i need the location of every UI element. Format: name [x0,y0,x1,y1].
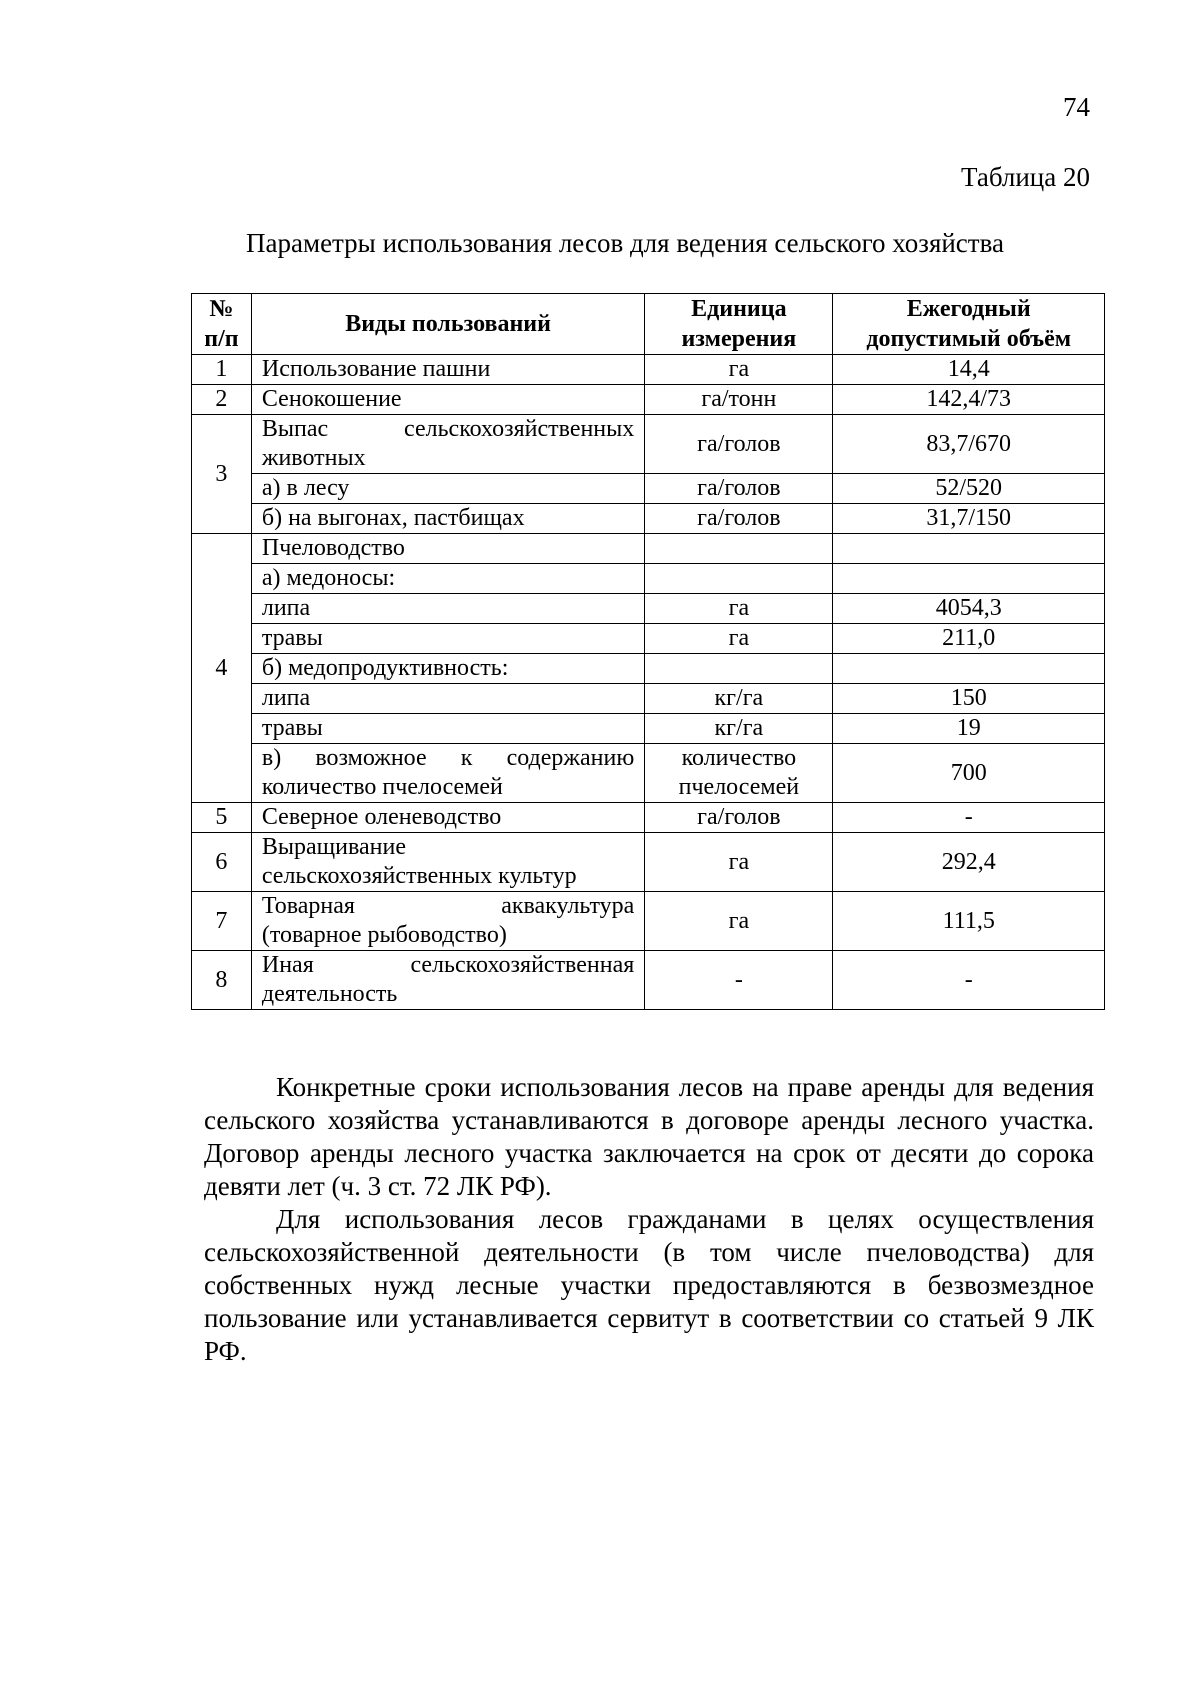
unit: га/голов [645,474,833,504]
table-row [192,355,1105,385]
table-row [192,803,1105,833]
table-row [192,534,1105,564]
usage-type: а) медоносы: [251,564,644,594]
table-row [192,744,1105,803]
volume: 19 [833,714,1105,744]
unit: - [645,951,833,1010]
unit: кг/га [645,714,833,744]
table-row [192,504,1105,534]
usage-type: б) на выгонах, пастбищах [251,504,644,534]
volume: 83,7/670 [833,415,1105,474]
usage-type: Сенокошение [251,385,644,415]
usage-type: а) в лесу [251,474,644,504]
usage-type: травы [251,624,644,654]
volume [833,654,1105,684]
table-row [192,654,1105,684]
volume: - [833,951,1105,1010]
header-unit: Единица измерения [645,294,833,355]
unit: га [645,892,833,951]
unit: га/голов [645,415,833,474]
volume: - [833,803,1105,833]
row-number: 4 [192,534,252,803]
page-number: 74 [1063,92,1090,122]
table-title: Параметры использования лесов для ведения сельского хозяйства [246,228,1004,258]
header-usage-type: Виды пользований [251,294,644,355]
row-number: 6 [192,833,252,892]
volume: 111,5 [833,892,1105,951]
row-number: 5 [192,803,252,833]
usage-type: Пчеловодство [251,534,644,564]
table-row [192,564,1105,594]
volume: 150 [833,684,1105,714]
table-row [192,714,1105,744]
row-number: 7 [192,892,252,951]
row-number: 1 [192,355,252,385]
parameters-table [191,293,1105,1010]
paragraph-citizen-use: Для использования лесов гражданами в целях осуществления сельскохозяйственной деятельности (в том числе пчеловодства) для собственных нужд лесные участки предоставляются в безвозмездное пользование или устанавливается сервитут в соответствии со статьей 9 ЛК РФ. [204,1204,1094,1366]
table-row [192,385,1105,415]
table-label: Таблица 20 [961,162,1090,192]
unit: га [645,624,833,654]
table-row [192,892,1105,951]
unit: количество пчелосемей [645,744,833,803]
table-row [192,624,1105,654]
header-annual-volume: Ежегодный допустимый объём [833,294,1105,355]
unit: кг/га [645,684,833,714]
volume: 700 [833,744,1105,803]
paragraph-lease-terms: Конкретные сроки использования лесов на праве аренды для ведения сельского хозяйства устанавливаются в договоре аренды лесного участка. Договор аренды лесного участка заключается на срок от десяти до сорока девяти лет (ч. 3 ст. 72 ЛК РФ). [204,1072,1094,1201]
usage-type: Выращивание сельскохозяйственных культур [251,833,644,892]
table-row [192,415,1105,474]
volume [833,534,1105,564]
unit: га/голов [645,504,833,534]
unit [645,534,833,564]
volume: 211,0 [833,624,1105,654]
table-header-row [192,294,1105,355]
usage-type: Использование пашни [251,355,644,385]
usage-type: в) возможное к содержанию количество пчелосемей [251,744,644,803]
table-row [192,684,1105,714]
header-number: № п/п [192,294,252,355]
volume: 31,7/150 [833,504,1105,534]
body-text [204,1071,1094,1368]
unit [645,654,833,684]
usage-type: Выпас сельскохозяйственных животных [251,415,644,474]
unit: га [645,594,833,624]
usage-type: травы [251,714,644,744]
volume: 52/520 [833,474,1105,504]
volume: 14,4 [833,355,1105,385]
row-number: 2 [192,385,252,415]
volume: 142,4/73 [833,385,1105,415]
unit: га/голов [645,803,833,833]
usage-type: липа [251,684,644,714]
table-row [192,594,1105,624]
usage-type: Иная сельскохозяйственная деятельность [251,951,644,1010]
table-row [192,951,1105,1010]
row-number: 3 [192,415,252,534]
table-row [192,833,1105,892]
volume [833,564,1105,594]
table-row [192,474,1105,504]
usage-type: б) медопродуктивность: [251,654,644,684]
volume: 292,4 [833,833,1105,892]
usage-type: липа [251,594,644,624]
usage-type: Северное оленеводство [251,803,644,833]
unit: га/тонн [645,385,833,415]
unit [645,564,833,594]
volume: 4054,3 [833,594,1105,624]
unit: га [645,833,833,892]
usage-type: Товарная аквакультура (товарное рыбоводство) [251,892,644,951]
unit: га [645,355,833,385]
row-number: 8 [192,951,252,1010]
